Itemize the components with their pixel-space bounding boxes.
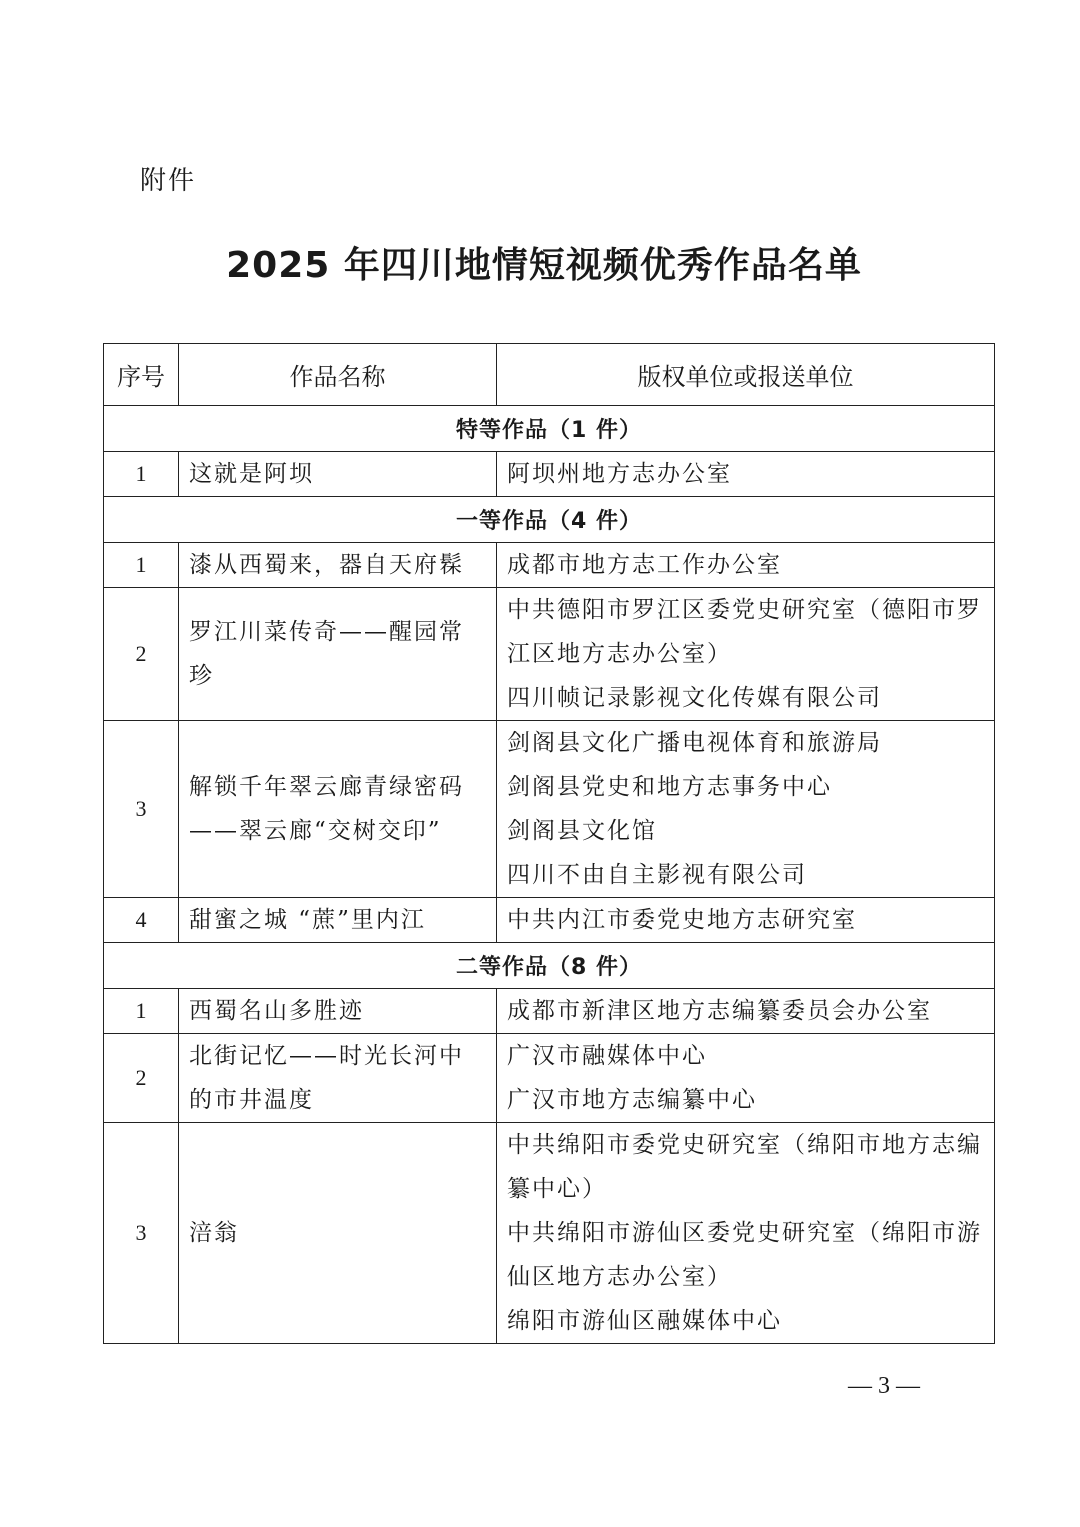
- row-work-name: 涪翁: [179, 1123, 497, 1344]
- row-organizations: [497, 1123, 995, 1344]
- row-organizations: [497, 588, 995, 721]
- organization-line: 中共绵阳市游仙区委党史研究室（绵阳市游仙区地方志办公室）: [507, 1220, 982, 1290]
- organization-line: 成都市新津区地方志编纂委员会办公室: [507, 998, 932, 1024]
- section-heading-row: [104, 497, 995, 543]
- row-organizations: [497, 721, 995, 898]
- organization-line: 广汉市地方志编纂中心: [507, 1087, 757, 1113]
- row-work-name: 罗江川菜传奇——醒园常珍: [179, 588, 497, 721]
- document-title: 2025 年四川地情短视频优秀作品名单: [226, 245, 862, 286]
- organization-line: 四川帧记录影视文化传媒有限公司: [507, 685, 882, 711]
- row-organizations: [497, 989, 995, 1034]
- table-row: [104, 543, 995, 588]
- row-organizations: [497, 898, 995, 943]
- row-serial: 3: [104, 721, 179, 898]
- row-work-name: 漆从西蜀来，器自天府髹: [179, 543, 497, 588]
- table-row: [104, 1123, 995, 1344]
- row-serial: 1: [104, 543, 179, 588]
- table-row: [104, 721, 995, 898]
- attachment-label: 附件: [140, 166, 197, 196]
- table-row: [104, 452, 995, 497]
- section-heading-row: [104, 406, 995, 452]
- row-work-name: 北街记忆——时光长河中的市井温度: [179, 1034, 497, 1123]
- row-organizations: [497, 1034, 995, 1123]
- row-serial: 1: [104, 989, 179, 1034]
- organization-line: 中共德阳市罗江区委党史研究室（德阳市罗江区地方志办公室）: [507, 597, 982, 667]
- table-body: [104, 406, 995, 1344]
- row-work-name: 这就是阿坝: [179, 452, 497, 497]
- row-work-name: 甜蜜之城 “蔗”里内江: [179, 898, 497, 943]
- table-header-row: [104, 344, 995, 406]
- organization-line: 中共绵阳市委党史研究室（绵阳市地方志编纂中心）: [507, 1132, 982, 1202]
- organization-line: 四川不由自主影视有限公司: [507, 862, 807, 888]
- section-heading-row: [104, 943, 995, 989]
- row-serial: 1: [104, 452, 179, 497]
- organization-line: 中共内江市委党史地方志研究室: [507, 907, 857, 933]
- row-work-name: 解锁千年翠云廊青绿密码——翠云廊“交树交印”: [179, 721, 497, 898]
- row-organizations: [497, 452, 995, 497]
- section-heading: 二等作品（8 件）: [104, 943, 995, 989]
- row-work-name: 西蜀名山多胜迹: [179, 989, 497, 1034]
- awards-table: [103, 343, 995, 1344]
- row-serial: 2: [104, 588, 179, 721]
- organization-line: 阿坝州地方志办公室: [507, 461, 732, 487]
- row-serial: 2: [104, 1034, 179, 1123]
- header-work-name: 作品名称: [179, 344, 497, 406]
- row-serial: 4: [104, 898, 179, 943]
- organization-line: 成都市地方志工作办公室: [507, 552, 782, 578]
- organization-line: 绵阳市游仙区融媒体中心: [507, 1308, 782, 1334]
- table-row: [104, 898, 995, 943]
- section-heading: 一等作品（4 件）: [104, 497, 995, 543]
- organization-line: 剑阁县文化馆: [507, 818, 657, 844]
- row-organizations: [497, 543, 995, 588]
- header-serial: 序号: [104, 344, 179, 406]
- header-organization: 版权单位或报送单位: [497, 344, 995, 406]
- table-row: [104, 1034, 995, 1123]
- table-row: [104, 989, 995, 1034]
- organization-line: 广汉市融媒体中心: [507, 1043, 707, 1069]
- page-number: — 3 —: [848, 1373, 920, 1399]
- table-row: [104, 588, 995, 721]
- row-serial: 3: [104, 1123, 179, 1344]
- organization-line: 剑阁县党史和地方志事务中心: [507, 774, 832, 800]
- section-heading: 特等作品（1 件）: [104, 406, 995, 452]
- organization-line: 剑阁县文化广播电视体育和旅游局: [507, 730, 882, 756]
